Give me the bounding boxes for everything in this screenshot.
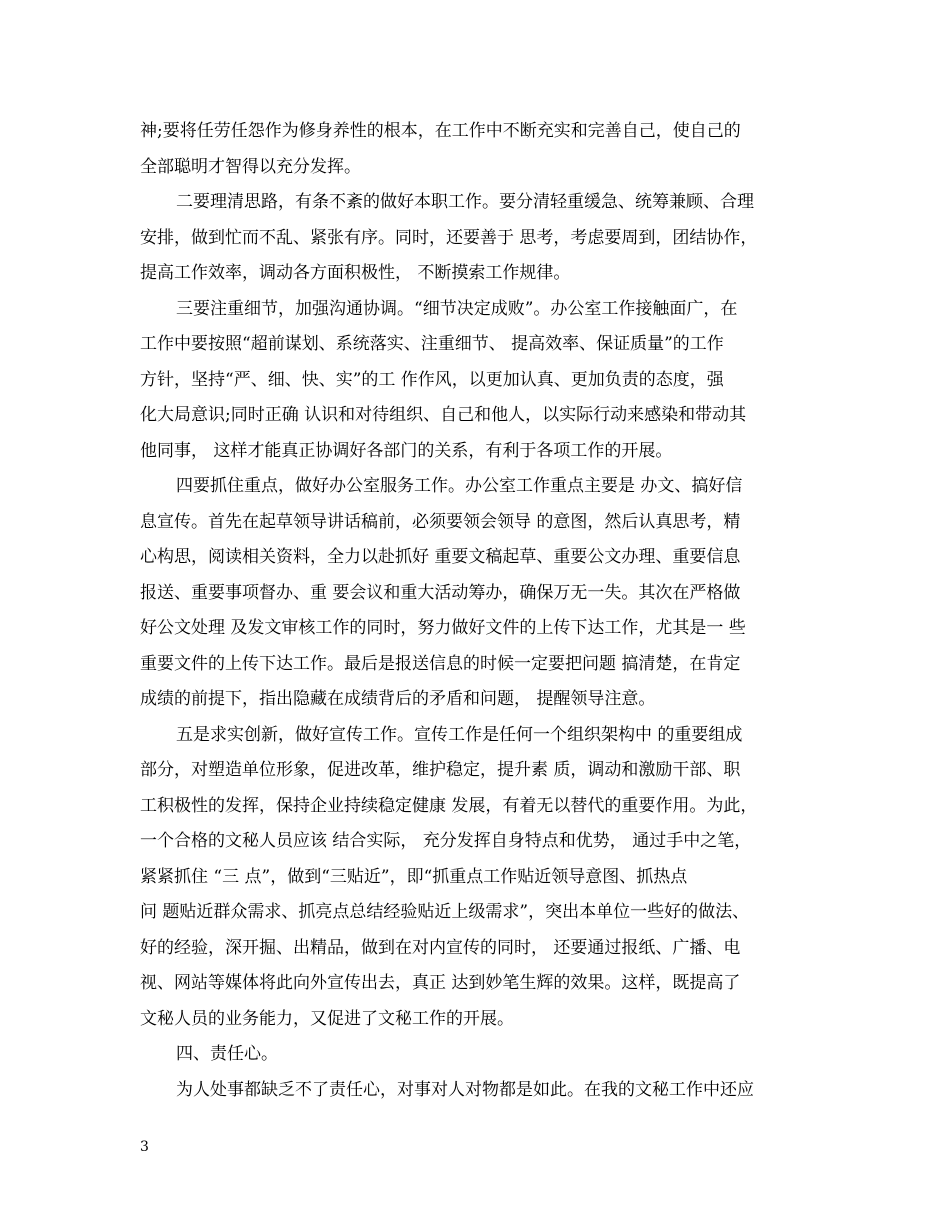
text-line: 工作中要按照“超前谋划、系统落实、注重细节、 提高效率、保证质量”的工作 — [140, 334, 724, 354]
text-line: 心构思，阅读相关资料，全力以赴抓好 重要文稿起草、重要公文办理、重要信息 — [140, 547, 741, 567]
text-line: 紧紧抓住 “三 点”，做到“三贴近”，即“抓重点工作贴近领导意图、抓热点 — [140, 866, 688, 887]
text-line: 部分，对塑造单位形象，促进改革，维护稳定，提升素 质，调动和激励干部、职 — [140, 760, 741, 780]
text-line: 方针，坚持“严、细、快、实”的工 作作风，以更加认真、更加负责的态度，强 — [140, 369, 724, 390]
text-line: 化大局意识;同时正确 认识和对待组织、自己和他人，以实际行动来感染和带动其 — [140, 405, 747, 425]
text-line: 息宣传。首先在起草领导讲话稿前，必须要领会领导 的意图，然后认真思考，精 — [140, 511, 741, 532]
text-line: 全部聪明才智得以充分发挥。 — [140, 156, 361, 177]
text-line: 四要抓住重点，做好办公室服务工作。办公室工作重点主要是 办文、搞好信 — [176, 476, 743, 496]
text-line: 为人处事都缺乏不了责任心，对事对人对物都是如此。在我的文秘工作中还应 — [176, 1079, 754, 1100]
text-line: 报送、重要事项督办、重 要会议和重大活动筹办，确保万无一失。其次在严格做 — [140, 582, 741, 603]
text-line: 他同事， 这样才能真正协调好各部门的关系，有利于各项工作的开展。 — [140, 440, 673, 461]
text-line: 问 题贴近群众需求、抓亮点总结经验贴近上级需求”，突出本单位一些好的做法、 — [140, 902, 750, 922]
text-line: 工积极性的发挥，保持企业持续稳定健康 发展，有着无以替代的重要作用。为此， — [140, 795, 758, 816]
text-line: 二要理清思路，有条不紊的做好本职工作。要分清轻重缓急、统筹兼顾、合理 — [176, 192, 754, 212]
text-line: 好公文处理 及发文审核工作的同时，努力做好文件的上传下达工作，尤其是一 些 — [140, 618, 746, 638]
text-line: 四、责任心。 — [176, 1044, 278, 1064]
text-line: 三要注重细节，加强沟通协调。“细节决定成败”。办公室工作接触面广，在 — [176, 298, 738, 319]
text-line: 好的经验，深开掘、出精品，做到在对内宣传的同时， 还要通过报纸、广播、电 — [140, 937, 741, 958]
body-text — [140, 114, 820, 1108]
page-number: 3 — [140, 1139, 149, 1155]
text-line: 五是求实创新，做好宣传工作。宣传工作是任何一个组织架构中 的重要组成 — [176, 724, 743, 745]
text-line: 视、网站等媒体将此向外宣传出去，真正 达到妙笔生辉的效果。这样，既提高了 — [140, 973, 741, 993]
text-line: 提高工作效率，调动各方面积极性， 不断摸索工作规律。 — [140, 263, 571, 283]
text-line: 重要文件的上传下达工作。最后是报送信息的时候一定要把问题 搞清楚，在肯定 — [140, 653, 741, 674]
text-line: 一个合格的文秘人员应该 结合实际， 充分发挥自身特点和优势， 通过手中之笔， — [140, 831, 752, 851]
text-line: 文秘人员的业务能力，又促进了文秘工作的开展。 — [140, 1008, 514, 1029]
text-line: 安排，做到忙而不乱、紧张有序。同时，还要善于 思考，考虑要周到，团结协作， — [140, 227, 758, 248]
text-line: 成绩的前提下，指出隐藏在成绩背后的矛盾和问题， 提醒领导注意。 — [140, 689, 656, 709]
text-line: 神;要将任劳任怨作为修身养性的根本，在工作中不断充实和完善自己，使自己的 — [140, 121, 741, 141]
